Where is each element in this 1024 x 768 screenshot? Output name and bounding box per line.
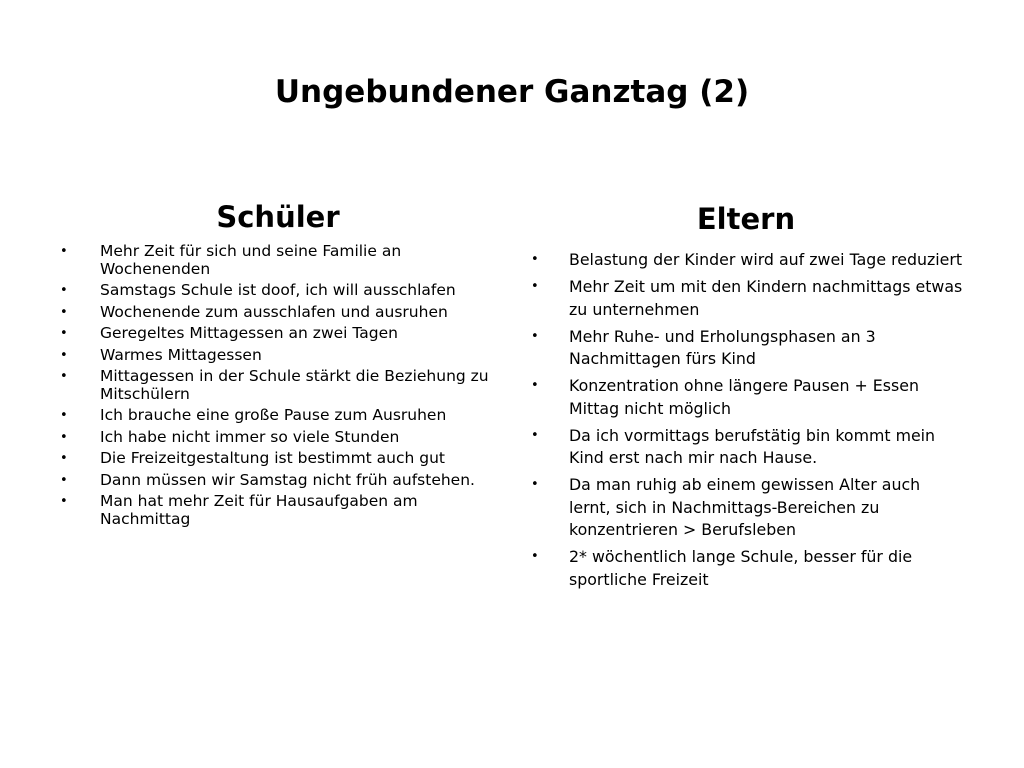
- bullet-icon: •: [60, 429, 68, 445]
- list-item: [56, 368, 496, 403]
- list-item: [526, 425, 966, 470]
- bullet-icon: •: [60, 369, 68, 384]
- list-item-text: Samstags Schule ist doof, ich will ausschlafen: [100, 281, 456, 299]
- list-item-text: Konzentration ohne längere Pausen + Essen Mittag nicht möglich: [569, 376, 919, 418]
- bullet-icon: •: [60, 494, 68, 509]
- list-item: [56, 243, 496, 278]
- list-item-text: Mittagessen in der Schule stärkt die Beziehung zu Mitschülern: [100, 367, 489, 403]
- list-item-text: Wochenende zum ausschlafen und ausruhen: [100, 302, 448, 321]
- list-item: [56, 407, 496, 425]
- list-item-text: Geregeltes Mittagessen an zwei Tagen: [100, 324, 398, 342]
- bullet-icon: •: [60, 347, 68, 363]
- list-item: [526, 249, 966, 272]
- bullet-icon: •: [60, 283, 68, 298]
- list-item-text: Da man ruhig ab einem gewissen Alter auch lernt, sich in Nachmittags-Bereichen zu konzentrieren > Berufsleben: [569, 475, 921, 539]
- bullet-icon: •: [60, 304, 68, 320]
- list-item-text: 2* wöchentlich lange Schule, besser für die sportliche Freizeit: [569, 547, 913, 589]
- bullet-icon: •: [531, 427, 539, 443]
- bullet-icon: •: [60, 244, 68, 259]
- list-item: [526, 276, 966, 321]
- bullet-icon: •: [531, 328, 539, 344]
- bullet-icon: •: [531, 378, 539, 393]
- bullet-icon: •: [60, 326, 68, 341]
- list-item-text: Da ich vormittags berufstätig bin kommt mein Kind erst nach mir nach Hause.: [569, 425, 936, 467]
- list-item-text: Warmes Mittagessen: [100, 345, 262, 364]
- students-heading: Schüler: [216, 200, 340, 234]
- list-item: [56, 282, 496, 300]
- students-column: [56, 197, 496, 532]
- list-item-text: Mehr Zeit um mit den Kindern nachmittags etwas zu unternehmen: [569, 277, 963, 319]
- list-item: [56, 325, 496, 343]
- list-item: [56, 493, 496, 528]
- list-item: [56, 347, 496, 365]
- bullet-icon: •: [60, 408, 68, 423]
- list-item-text: Belastung der Kinder wird auf zwei Tage reduziert: [569, 250, 963, 269]
- list-item: [526, 474, 966, 542]
- list-item: [56, 472, 496, 490]
- parents-column: [526, 199, 966, 596]
- list-item: [56, 429, 496, 447]
- list-item: [526, 546, 966, 591]
- students-list: [56, 243, 496, 528]
- bullet-icon: •: [531, 279, 539, 294]
- list-item-text: Mehr Ruhe- und Erholungsphasen an 3 Nachmittagen fürs Kind: [569, 326, 876, 368]
- list-item-text: Dann müssen wir Samstag nicht früh aufstehen.: [100, 470, 475, 489]
- list-item: [526, 326, 966, 371]
- bullet-icon: •: [60, 472, 68, 488]
- bullet-icon: •: [531, 477, 539, 492]
- slide-title: Ungebundener Ganztag (2): [274, 74, 750, 110]
- list-item: [526, 375, 966, 420]
- list-item: [56, 304, 496, 322]
- list-item-text: Ich habe nicht immer so viele Stunden: [100, 427, 400, 446]
- list-item-text: Ich brauche eine große Pause zum Ausruhen: [100, 406, 447, 424]
- bullet-icon: •: [60, 451, 68, 466]
- parents-list: [526, 249, 966, 591]
- list-item-text: Man hat mehr Zeit für Hausaufgaben am Nachmittag: [100, 492, 418, 528]
- list-item-text: Die Freizeitgestaltung ist bestimmt auch gut: [100, 449, 446, 467]
- list-item-text: Mehr Zeit für sich und seine Familie an Wochenenden: [100, 242, 402, 278]
- bullet-icon: •: [531, 252, 539, 267]
- bullet-icon: •: [531, 549, 539, 564]
- parents-heading: Eltern: [696, 202, 796, 236]
- list-item: [56, 450, 496, 468]
